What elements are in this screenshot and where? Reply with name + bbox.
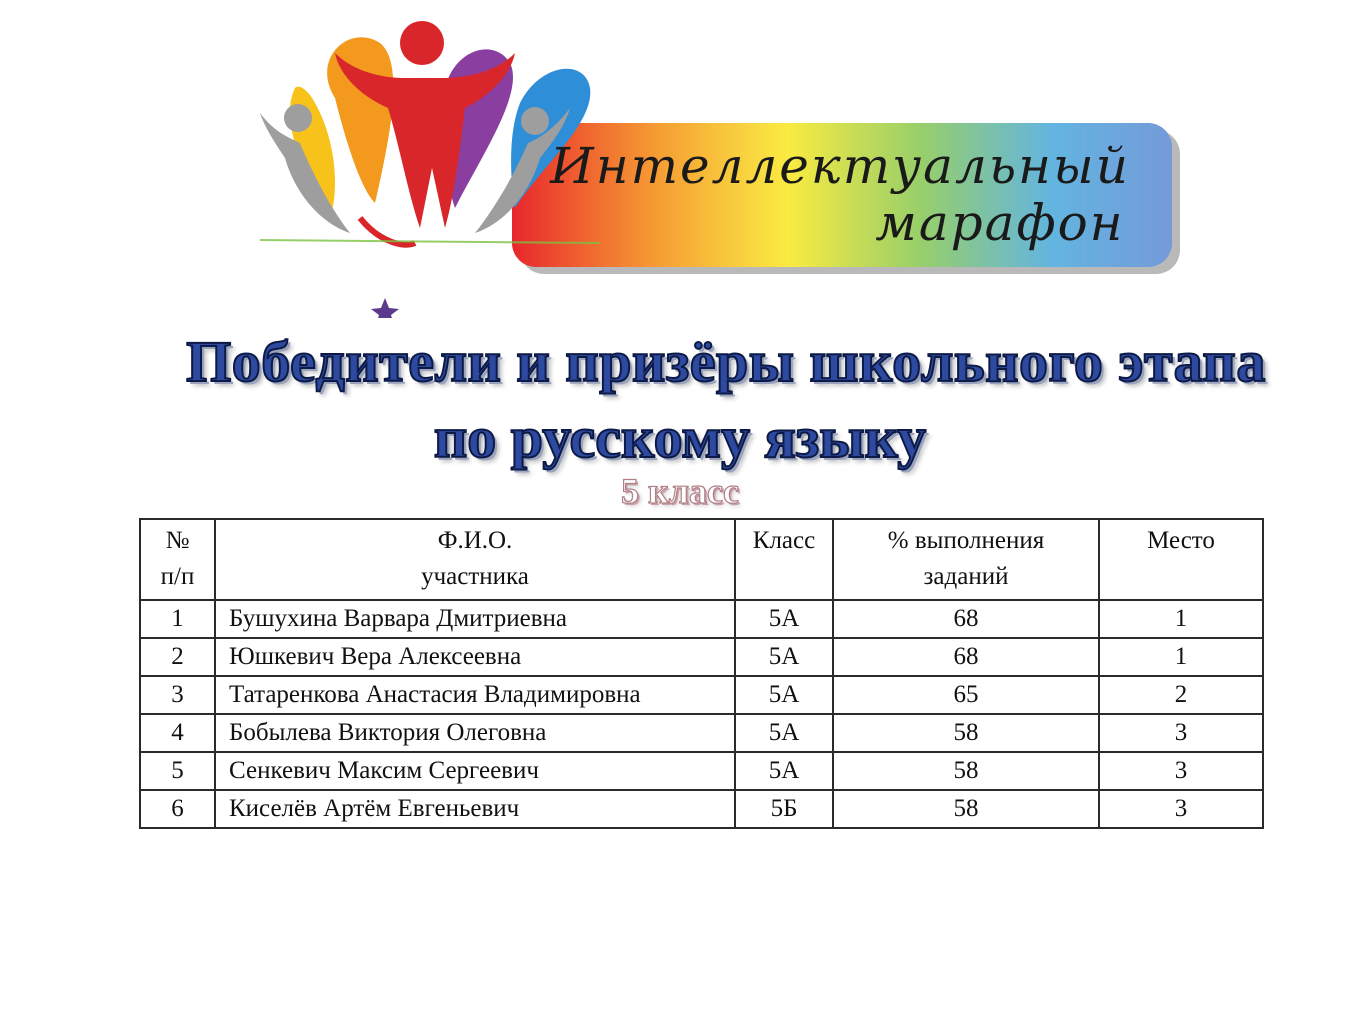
results-table xyxy=(139,518,1264,829)
header-class: Класс xyxy=(735,519,833,600)
header-percent-line1: % выполнения xyxy=(887,527,1045,554)
row-class: 5А xyxy=(735,752,833,790)
row-name: Бушухина Варвара Дмитриевна xyxy=(215,600,735,638)
table-row xyxy=(140,714,1263,752)
row-place: 3 xyxy=(1099,752,1263,790)
table-row xyxy=(140,676,1263,714)
logo-text-line1: Интеллектуальный xyxy=(550,137,1130,195)
page-title-line1: Победители и призёры школьного этапа xyxy=(186,329,1266,394)
row-number: 6 xyxy=(140,790,215,828)
intellectual-marathon-logo xyxy=(240,18,1190,318)
row-class: 5А xyxy=(735,676,833,714)
row-percent: 68 xyxy=(833,638,1099,676)
row-percent: 65 xyxy=(833,676,1099,714)
table-row xyxy=(140,790,1263,828)
header-name-line1: Ф.И.О. xyxy=(437,527,513,554)
page-title-line2: по русскому языку xyxy=(433,405,927,470)
row-name: Киселёв Артём Евгеньевич xyxy=(215,790,735,828)
logo-text-line2: марафон xyxy=(875,194,1125,252)
row-number: 5 xyxy=(140,752,215,790)
row-percent: 58 xyxy=(833,790,1099,828)
row-place: 2 xyxy=(1099,676,1263,714)
row-class: 5Б xyxy=(735,790,833,828)
row-class: 5А xyxy=(735,714,833,752)
header-percent-line2: заданий xyxy=(923,563,1009,590)
header-number xyxy=(140,519,215,600)
row-number: 3 xyxy=(140,676,215,714)
row-name: Юшкевич Вера Алексеевна xyxy=(215,638,735,676)
star-icon xyxy=(371,298,399,318)
row-place: 1 xyxy=(1099,638,1263,676)
header-place: Место xyxy=(1099,519,1263,600)
row-percent: 68 xyxy=(833,600,1099,638)
row-percent: 58 xyxy=(833,752,1099,790)
row-number: 4 xyxy=(140,714,215,752)
table-row xyxy=(140,600,1263,638)
row-class: 5А xyxy=(735,600,833,638)
grade-subtitle: 5 класс xyxy=(621,471,739,511)
row-place: 3 xyxy=(1099,790,1263,828)
row-number: 1 xyxy=(140,600,215,638)
row-name: Сенкевич Максим Сергеевич xyxy=(215,752,735,790)
header-number-line2: п/п xyxy=(160,563,195,590)
row-place: 3 xyxy=(1099,714,1263,752)
row-name: Бобылева Виктория Олеговна xyxy=(215,714,735,752)
row-percent: 58 xyxy=(833,714,1099,752)
table-row xyxy=(140,752,1263,790)
row-place: 1 xyxy=(1099,600,1263,638)
header-number-line1: № xyxy=(165,527,190,554)
header-name-line2: участника xyxy=(421,563,529,590)
row-number: 2 xyxy=(140,638,215,676)
row-class: 5А xyxy=(735,638,833,676)
table-header-row xyxy=(140,519,1263,600)
table-row xyxy=(140,638,1263,676)
header-percent xyxy=(833,519,1099,600)
row-name: Татаренкова Анастасия Владимировна xyxy=(215,676,735,714)
header-name xyxy=(215,519,735,600)
